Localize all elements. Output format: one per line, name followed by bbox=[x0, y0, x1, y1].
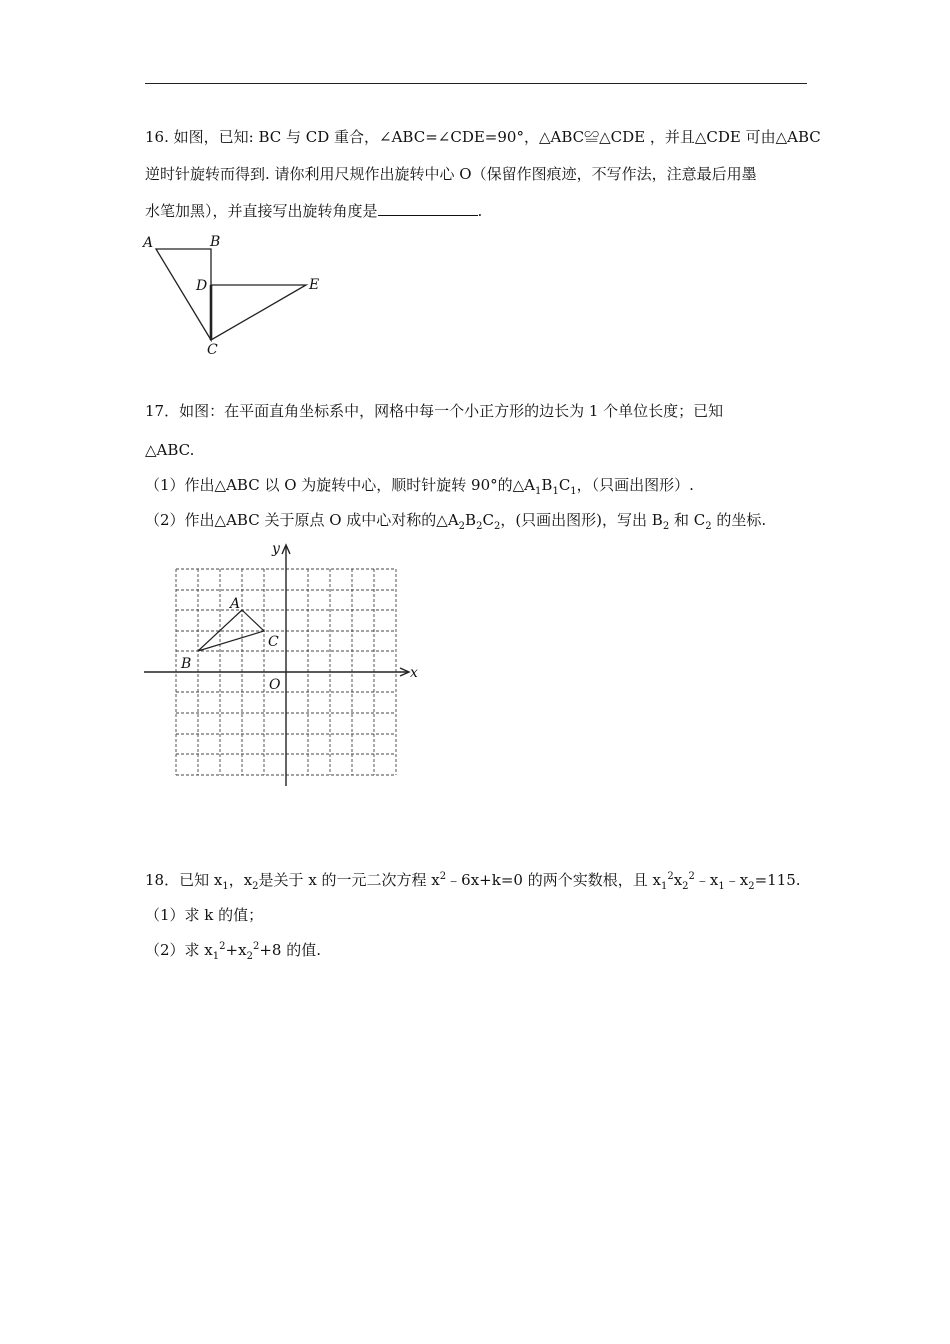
sub: 2 bbox=[476, 521, 483, 532]
q18-text: +x bbox=[225, 941, 247, 959]
answer-blank[interactable] bbox=[378, 201, 478, 216]
q17-part-1-text: ，（只画出图形）. bbox=[576, 476, 694, 494]
q18-text: 18．已知 x bbox=[145, 871, 223, 889]
q17-part-1-text: C bbox=[558, 476, 571, 494]
sup: 2 bbox=[219, 941, 226, 952]
q17-part-2-text: C bbox=[482, 511, 494, 529]
label-a: A bbox=[143, 235, 154, 251]
q18-text: ﹣x bbox=[724, 871, 749, 889]
sub: 1 bbox=[222, 881, 229, 892]
q17-part-2 bbox=[145, 510, 825, 530]
sub: 1 bbox=[535, 486, 542, 497]
q17-line-1: 17．如图：在平面直角坐标系中，网格中每一个小正方形的边长为 1 个单位长度；已知 bbox=[145, 402, 724, 420]
q16-line-3-end: . bbox=[477, 202, 483, 220]
q18-text: =115. bbox=[754, 871, 801, 889]
triangle-abc bbox=[198, 610, 264, 651]
sub: 1 bbox=[552, 486, 559, 497]
q17-part-1-text: （1）作出△ABC 以 O 为旋转中心，顺时针旋转 90°的△A bbox=[145, 476, 536, 494]
q18-text: ﹣6x+k=0 的两个实数根，且 x bbox=[446, 871, 661, 889]
sup: 2 bbox=[252, 941, 260, 952]
sub: 2 bbox=[748, 881, 755, 892]
q16-line-3 bbox=[145, 201, 825, 221]
q17-line-2: △ABC. bbox=[145, 441, 195, 459]
sub: 2 bbox=[493, 521, 501, 532]
label-d: D bbox=[196, 278, 208, 294]
q17-part-2-text: 和 C bbox=[669, 511, 706, 529]
q18-line-1 bbox=[145, 870, 825, 890]
q17-part-2-text: （2）作出△ABC 关于原点 O 成中心对称的△A bbox=[145, 511, 459, 529]
sub: 1 bbox=[212, 951, 220, 962]
sup: 2 bbox=[688, 871, 695, 882]
q18-text: ，x bbox=[228, 871, 253, 889]
label-b: B bbox=[181, 656, 192, 672]
q18-part-1: （1）求 k 的值； bbox=[145, 906, 264, 924]
label-c: C bbox=[268, 634, 279, 650]
sub: 2 bbox=[705, 521, 712, 532]
label-c: C bbox=[207, 342, 218, 358]
q17-part-2-text: ，(只画出图形)，写出 B bbox=[500, 511, 663, 529]
q17-part-1-text: B bbox=[541, 476, 553, 494]
label-e: E bbox=[309, 277, 320, 293]
sub: 2 bbox=[252, 881, 259, 892]
header-rule bbox=[145, 83, 807, 84]
q16-line-2: 逆时针旋转而得到. 请你利用尺规作出旋转中心 O（保留作图痕迹，不写作法，注意最后用墨 bbox=[145, 165, 757, 183]
q17-part-2-text: B bbox=[465, 511, 477, 529]
label-b: B bbox=[210, 234, 221, 250]
sub: 2 bbox=[458, 521, 466, 532]
q18-text: （2）求 x bbox=[145, 941, 213, 959]
q17-part-2-text: 的坐标. bbox=[711, 511, 767, 529]
sub: 2 bbox=[682, 881, 689, 892]
sub: 2 bbox=[246, 951, 253, 962]
q16-figure bbox=[140, 230, 330, 360]
sub: 2 bbox=[662, 521, 670, 532]
label-o: O bbox=[269, 677, 281, 693]
q18-text: 是关于 x 的一元二次方程 x bbox=[258, 871, 440, 889]
q16-line-3-text: 水笔加黑），并直接写出旋转角度是 bbox=[145, 202, 378, 220]
q18-text: x bbox=[673, 871, 683, 889]
sub: 1 bbox=[660, 881, 668, 892]
label-x: x bbox=[410, 665, 418, 681]
coordinate-grid-figure bbox=[140, 538, 430, 793]
sub: 1 bbox=[718, 881, 725, 892]
q18-text: ﹣x bbox=[694, 871, 719, 889]
q16-line-1: 16. 如图，已知: BC 与 CD 重合，∠ABC=∠CDE=90°，△ABC≌△CDE ，并且△CDE 可由△ABC bbox=[145, 128, 821, 146]
triangle-abc bbox=[156, 249, 211, 340]
q18-text: +8 的值. bbox=[259, 941, 321, 959]
triangle-cde bbox=[211, 285, 306, 340]
q18-part-2 bbox=[145, 940, 825, 960]
q17-part-1 bbox=[145, 475, 825, 495]
label-a: A bbox=[230, 596, 241, 612]
sup: 2 bbox=[667, 871, 674, 882]
sup: 2 bbox=[439, 871, 447, 882]
label-y: y bbox=[272, 541, 280, 557]
sub: 1 bbox=[570, 486, 577, 497]
